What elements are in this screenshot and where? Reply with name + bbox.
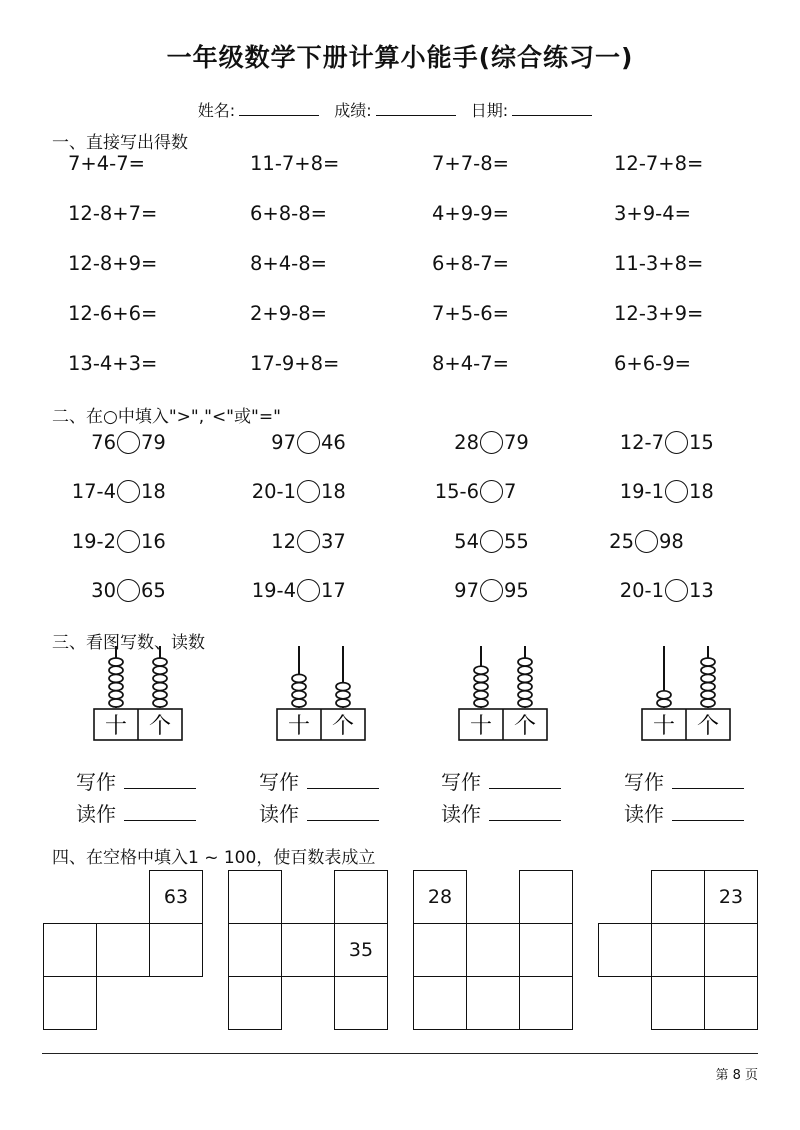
compare-left: 97 bbox=[454, 578, 479, 602]
math-expression: 12-6+6= bbox=[68, 302, 158, 325]
compare-item bbox=[454, 429, 529, 455]
compare-right: 46 bbox=[321, 430, 346, 454]
given-number-cell: 35 bbox=[334, 923, 388, 977]
blank-cell[interactable] bbox=[651, 923, 705, 977]
hundred-chart-fragment bbox=[43, 870, 204, 1031]
math-expression: 12-7+8= bbox=[614, 152, 704, 175]
write-as-label: 写作 bbox=[441, 770, 481, 794]
abacus-bead bbox=[701, 658, 715, 666]
ones-label: 个 bbox=[513, 714, 537, 739]
abacus-bead bbox=[701, 699, 715, 707]
abacus-bead bbox=[109, 699, 123, 707]
abacus-bead bbox=[336, 691, 350, 699]
name-blank[interactable] bbox=[239, 103, 319, 116]
abacus-bead bbox=[109, 691, 123, 699]
blank-cell[interactable] bbox=[43, 923, 97, 977]
compare-left: 19-1 bbox=[619, 479, 664, 503]
answer-circle[interactable] bbox=[665, 431, 688, 454]
compare-left: 54 bbox=[454, 529, 479, 553]
ones-label: 个 bbox=[696, 714, 720, 739]
compare-item bbox=[72, 478, 166, 504]
write-as-label: 写作 bbox=[624, 770, 664, 794]
answer-circle[interactable] bbox=[297, 480, 320, 503]
math-expression: 11-7+8= bbox=[250, 152, 340, 175]
answer-circle[interactable] bbox=[297, 431, 320, 454]
compare-item bbox=[620, 478, 714, 504]
abacus-bead bbox=[518, 674, 532, 682]
compare-left: 19-2 bbox=[71, 529, 116, 553]
compare-left: 97 bbox=[271, 430, 296, 454]
abacus-bead bbox=[153, 674, 167, 682]
given-number-cell: 23 bbox=[704, 870, 758, 924]
write-as-label: 写作 bbox=[76, 770, 116, 794]
compare-item bbox=[252, 478, 346, 504]
tens-label: 十 bbox=[652, 714, 676, 739]
answer-circle[interactable] bbox=[480, 530, 503, 553]
math-expression: 7+7-8= bbox=[432, 152, 509, 175]
blank-cell[interactable] bbox=[43, 976, 97, 1030]
read-as-label: 读作 bbox=[441, 802, 481, 826]
read-as-row bbox=[441, 798, 561, 827]
abacus-bead bbox=[518, 658, 532, 666]
compare-right: 18 bbox=[321, 479, 346, 503]
answer-circle[interactable] bbox=[480, 579, 503, 602]
read-as-blank[interactable] bbox=[672, 816, 744, 821]
abacus-bead bbox=[657, 699, 671, 707]
abacus-bead bbox=[336, 683, 350, 691]
math-expression: 6+6-9= bbox=[614, 352, 691, 375]
compare-left: 76 bbox=[91, 430, 116, 454]
abacus-bead bbox=[109, 658, 123, 666]
math-expression: 11-3+8= bbox=[614, 252, 704, 275]
abacus-bead bbox=[336, 699, 350, 707]
answer-circle[interactable] bbox=[117, 579, 140, 602]
compare-item bbox=[609, 528, 684, 554]
compare-item bbox=[252, 577, 346, 603]
abacus-bead bbox=[292, 674, 306, 682]
compare-left: 30 bbox=[91, 578, 116, 602]
write-as-row bbox=[259, 766, 379, 795]
blank-cell[interactable] bbox=[149, 923, 203, 977]
blank-cell[interactable] bbox=[281, 923, 335, 977]
abacus-bead bbox=[153, 683, 167, 691]
compare-item bbox=[454, 577, 529, 603]
blank-cell[interactable] bbox=[228, 870, 282, 924]
student-info-row bbox=[0, 98, 800, 121]
abacus-bead bbox=[701, 674, 715, 682]
read-as-blank[interactable] bbox=[307, 816, 379, 821]
ones-label: 个 bbox=[331, 714, 355, 739]
compare-right: 79 bbox=[141, 430, 166, 454]
write-as-blank[interactable] bbox=[124, 784, 196, 789]
write-as-row bbox=[624, 766, 744, 795]
answer-circle[interactable] bbox=[117, 431, 140, 454]
compare-left: 20-1 bbox=[619, 578, 664, 602]
compare-left: 12 bbox=[271, 529, 296, 553]
abacus-bead bbox=[474, 674, 488, 682]
read-as-blank[interactable] bbox=[489, 816, 561, 821]
math-expression: 8+4-7= bbox=[432, 352, 509, 375]
section4-title: 四、在空格中填入1 ~ 100，使百数表成立 bbox=[52, 848, 376, 868]
blank-cell[interactable] bbox=[598, 923, 652, 977]
math-expression: 6+8-8= bbox=[250, 202, 327, 225]
math-expression: 12-8+9= bbox=[68, 252, 158, 275]
compare-right: 55 bbox=[504, 529, 529, 553]
answer-circle[interactable] bbox=[117, 480, 140, 503]
compare-right: 18 bbox=[689, 479, 714, 503]
abacus-bead bbox=[474, 699, 488, 707]
answer-circle[interactable] bbox=[297, 579, 320, 602]
tens-label: 十 bbox=[287, 714, 311, 739]
abacus-bead bbox=[153, 658, 167, 666]
blank-cell[interactable] bbox=[704, 923, 758, 977]
compare-item bbox=[91, 429, 166, 455]
write-as-blank[interactable] bbox=[307, 784, 379, 789]
abacus-bead bbox=[292, 683, 306, 691]
compare-right: 13 bbox=[689, 578, 714, 602]
read-as-label: 读作 bbox=[624, 802, 664, 826]
abacus-bead bbox=[518, 683, 532, 691]
abacus-figure bbox=[275, 640, 371, 750]
compare-right: 18 bbox=[141, 479, 166, 503]
section1-title: 一、直接写出得数 bbox=[52, 133, 188, 153]
abacus-figure bbox=[457, 640, 553, 750]
compare-item bbox=[91, 577, 166, 603]
blank-cell[interactable] bbox=[334, 976, 388, 1030]
given-number-cell: 63 bbox=[149, 870, 203, 924]
blank-cell[interactable] bbox=[519, 923, 573, 977]
math-expression: 17-9+8= bbox=[250, 352, 340, 375]
compare-left: 25 bbox=[609, 529, 634, 553]
read-as-row bbox=[624, 798, 744, 827]
compare-left: 12-7 bbox=[619, 430, 664, 454]
math-expression: 3+9-4= bbox=[614, 202, 691, 225]
compare-item bbox=[435, 478, 517, 504]
section3-title: 三、看图写数、读数 bbox=[52, 633, 205, 653]
compare-right: 7 bbox=[504, 479, 517, 503]
compare-right: 65 bbox=[141, 578, 166, 602]
answer-circle[interactable] bbox=[480, 431, 503, 454]
answer-circle[interactable] bbox=[297, 530, 320, 553]
math-expression: 7+5-6= bbox=[432, 302, 509, 325]
blank-cell[interactable] bbox=[334, 870, 388, 924]
abacus-bead bbox=[474, 683, 488, 691]
read-as-row bbox=[259, 798, 379, 827]
compare-right: 16 bbox=[141, 529, 166, 553]
date-blank[interactable] bbox=[512, 103, 592, 116]
blank-cell[interactable] bbox=[96, 923, 150, 977]
write-as-label: 写作 bbox=[259, 770, 299, 794]
math-expression: 12-8+7= bbox=[68, 202, 158, 225]
abacus-bead bbox=[518, 699, 532, 707]
abacus-bead bbox=[109, 683, 123, 691]
blank-cell[interactable] bbox=[466, 976, 520, 1030]
answer-circle[interactable] bbox=[480, 480, 503, 503]
compare-item bbox=[271, 429, 346, 455]
hundred-chart-fragment bbox=[413, 870, 574, 1031]
math-expression: 2+9-8= bbox=[250, 302, 327, 325]
compare-left: 28 bbox=[454, 430, 479, 454]
tens-label: 十 bbox=[469, 714, 493, 739]
compare-left: 17-4 bbox=[71, 479, 116, 503]
answer-circle[interactable] bbox=[665, 579, 688, 602]
page-number: 第 8 页 bbox=[715, 1068, 758, 1083]
abacus-figure bbox=[640, 640, 736, 750]
abacus-bead bbox=[474, 666, 488, 674]
abacus-bead bbox=[153, 691, 167, 699]
tens-label: 十 bbox=[104, 714, 128, 739]
compare-right: 95 bbox=[504, 578, 529, 602]
blank-cell[interactable] bbox=[704, 976, 758, 1030]
blank-cell[interactable] bbox=[413, 923, 467, 977]
abacus-bead bbox=[292, 699, 306, 707]
read-as-blank[interactable] bbox=[124, 816, 196, 821]
compare-item bbox=[454, 528, 529, 554]
compare-right: 17 bbox=[321, 578, 346, 602]
score-blank[interactable] bbox=[376, 103, 456, 116]
date-label: 日期: bbox=[470, 101, 509, 120]
compare-right: 37 bbox=[321, 529, 346, 553]
math-expression: 6+8-7= bbox=[432, 252, 509, 275]
read-as-label: 读作 bbox=[259, 802, 299, 826]
abacus-bead bbox=[292, 691, 306, 699]
blank-cell[interactable] bbox=[651, 870, 705, 924]
read-as-label: 读作 bbox=[76, 802, 116, 826]
abacus-bead bbox=[109, 674, 123, 682]
blank-cell[interactable] bbox=[413, 976, 467, 1030]
compare-left: 19-4 bbox=[251, 578, 296, 602]
math-expression: 13-4+3= bbox=[68, 352, 158, 375]
abacus-bead bbox=[474, 691, 488, 699]
blank-cell[interactable] bbox=[228, 923, 282, 977]
blank-cell[interactable] bbox=[228, 976, 282, 1030]
hundred-chart-fragment bbox=[598, 870, 759, 1031]
math-expression: 8+4-8= bbox=[250, 252, 327, 275]
answer-circle[interactable] bbox=[635, 530, 658, 553]
write-as-blank[interactable] bbox=[489, 784, 561, 789]
hundred-chart-fragment bbox=[228, 870, 389, 1031]
abacus-bead bbox=[153, 666, 167, 674]
blank-cell[interactable] bbox=[651, 976, 705, 1030]
name-label: 姓名: bbox=[197, 101, 236, 120]
write-as-row bbox=[76, 766, 196, 795]
write-as-blank[interactable] bbox=[672, 784, 744, 789]
compare-right: 79 bbox=[504, 430, 529, 454]
answer-circle[interactable] bbox=[665, 480, 688, 503]
blank-cell[interactable] bbox=[519, 976, 573, 1030]
ones-label: 个 bbox=[148, 714, 172, 739]
write-as-row bbox=[441, 766, 561, 795]
given-number-cell: 28 bbox=[413, 870, 467, 924]
abacus-bead bbox=[518, 691, 532, 699]
footer-divider bbox=[42, 1053, 758, 1054]
compare-item bbox=[620, 577, 714, 603]
compare-item bbox=[72, 528, 166, 554]
score-label: 成绩: bbox=[334, 101, 372, 120]
abacus-bead bbox=[153, 699, 167, 707]
abacus-bead bbox=[109, 666, 123, 674]
abacus-figure bbox=[92, 640, 188, 750]
compare-left: 15-6 bbox=[434, 479, 479, 503]
blank-cell[interactable] bbox=[519, 870, 573, 924]
section2-title: 二、在○中填入">","<"或"=" bbox=[52, 407, 281, 427]
read-as-row bbox=[76, 798, 196, 827]
compare-right: 15 bbox=[689, 430, 714, 454]
blank-cell[interactable] bbox=[466, 923, 520, 977]
abacus-bead bbox=[701, 666, 715, 674]
abacus-bead bbox=[701, 691, 715, 699]
compare-item bbox=[620, 429, 714, 455]
page-title: 一年级数学下册计算小能手(综合练习一) bbox=[166, 43, 634, 72]
compare-right: 98 bbox=[659, 529, 684, 553]
math-expression: 4+9-9= bbox=[432, 202, 509, 225]
math-expression: 12-3+9= bbox=[614, 302, 704, 325]
abacus-bead bbox=[657, 691, 671, 699]
abacus-bead bbox=[701, 683, 715, 691]
abacus-bead bbox=[518, 666, 532, 674]
compare-left: 20-1 bbox=[251, 479, 296, 503]
compare-item bbox=[271, 528, 346, 554]
math-expression: 7+4-7= bbox=[68, 152, 145, 175]
answer-circle[interactable] bbox=[117, 530, 140, 553]
